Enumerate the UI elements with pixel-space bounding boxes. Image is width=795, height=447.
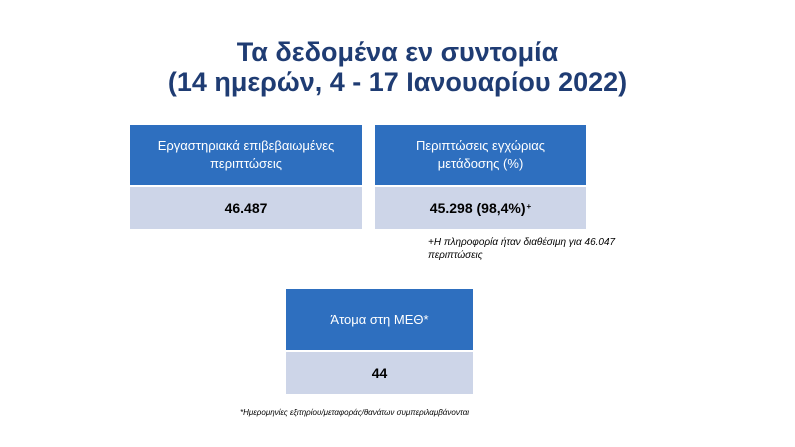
local-transmission-footnote: +Η πληροφορία ήταν διαθέσιμη για 46.047 περιπτώσεις — [428, 237, 616, 261]
local-transmission-header-line2: μετάδοσης (%) — [437, 156, 524, 171]
icu-value: 44 — [286, 352, 473, 394]
icu-card — [286, 289, 473, 394]
local-transmission-card — [375, 125, 586, 229]
icu-header: Άτομα στη ΜΕΘ* — [286, 289, 473, 352]
confirmed-cases-header-line2: περιπτώσεις — [209, 156, 283, 171]
page-footnote: *Ημερομηνίες εξιτηρίου/μεταφοράς/θανάτων συμπεριλαμβάνονται — [240, 408, 470, 417]
local-transmission-header — [375, 125, 586, 187]
local-transmission-value-mark: + — [526, 201, 532, 211]
confirmed-cases-header-line1: Εργαστηριακά επιβεβαιωμένες — [157, 138, 335, 153]
local-transmission-value-cell — [375, 187, 586, 229]
local-transmission-header-line1: Περιπτώσεις εγχώριας — [415, 138, 546, 153]
local-transmission-value: 45.298 (98,4%) — [429, 200, 526, 216]
confirmed-cases-header — [130, 125, 362, 187]
page-title: Τα δεδομένα εν συντομία — [236, 37, 559, 67]
page-subtitle: (14 ημερών, 4 - 17 Ιανουαρίου 2022) — [167, 67, 628, 97]
confirmed-cases-value: 46.487 — [130, 187, 362, 229]
confirmed-cases-card — [130, 125, 362, 229]
